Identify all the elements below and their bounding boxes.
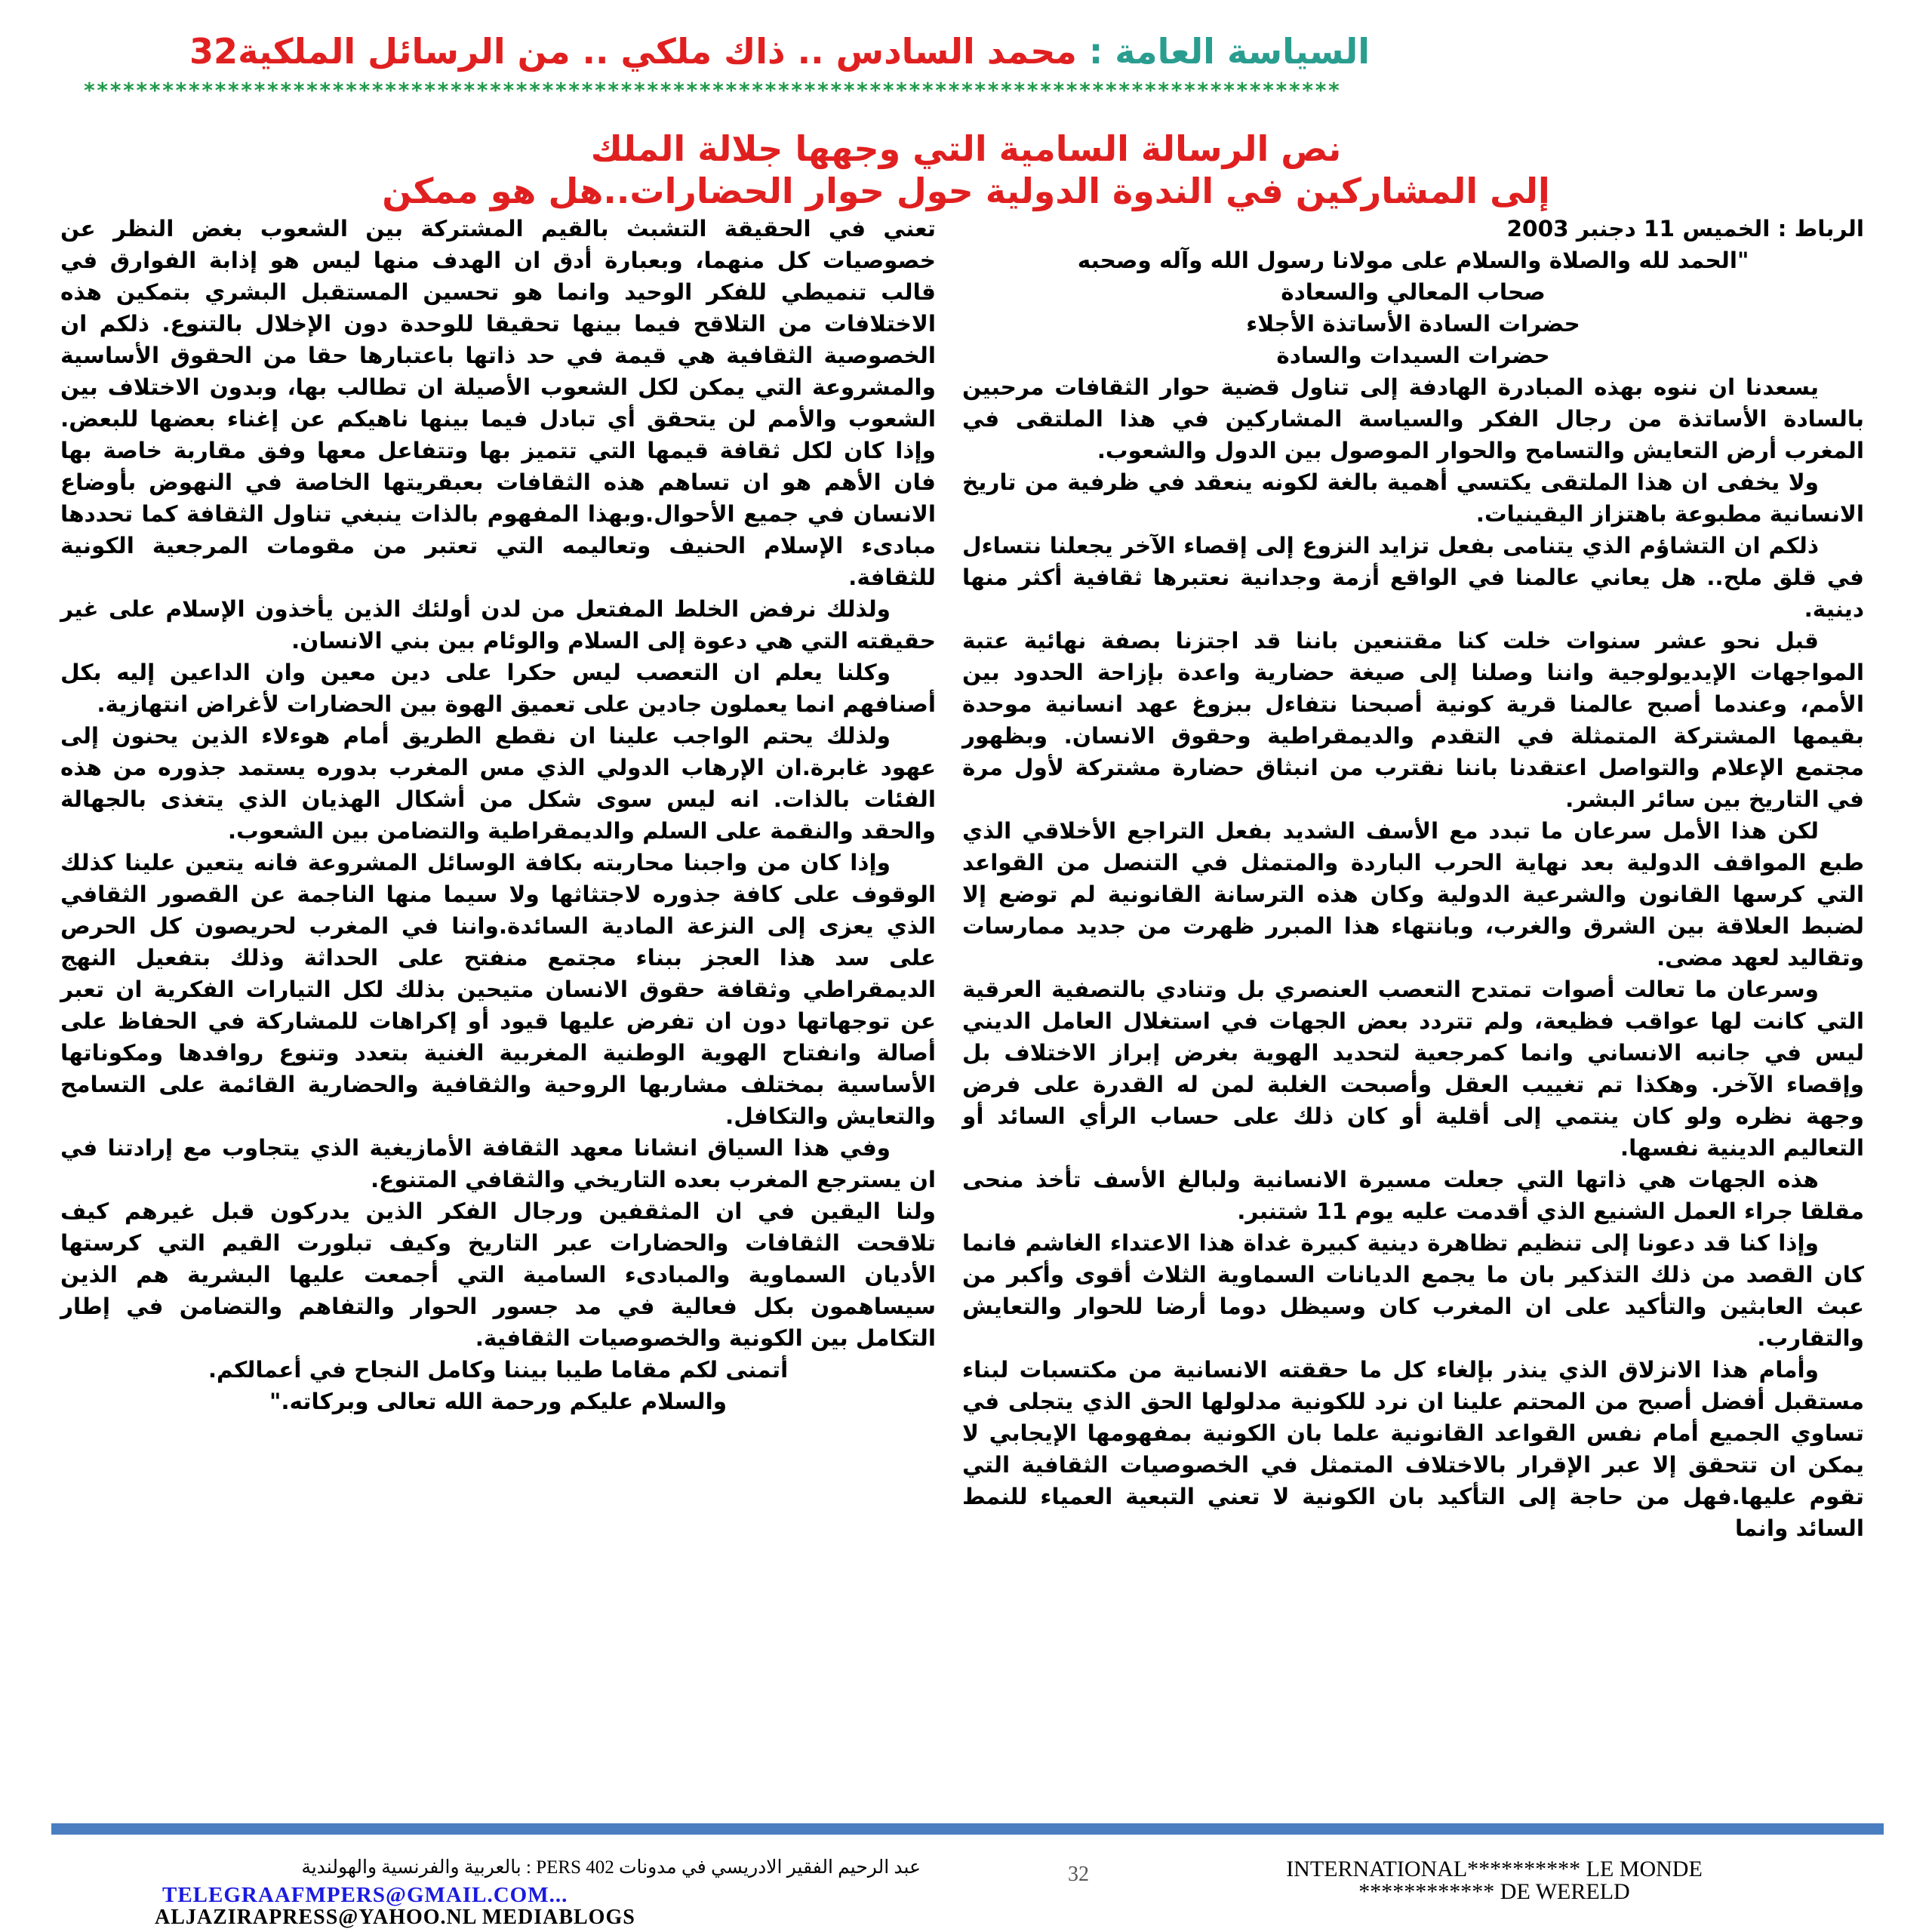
footer-email-link[interactable]: TELEGRAAFMPERS@GMAIL.COM... xyxy=(162,1883,568,1907)
article-paragraph: صحاب المعالي والسعادة xyxy=(1281,279,1546,305)
article-paragraph: وإذا كان من واجبنا محاربته بكافة الوسائل المشروعة فانه يتعين علينا كذلك الوقوف على كافة جذوره لاجتثاثها ولا سيما منها الناجمة عن القصور الثقافي الذي يعزى إلى النزعة المادية السائدة.واننا في المغرب لحريصون كل الحرص على سد هذا العجز ببناء مجتمع منفتح على الحداثة وذلك بتفعيل النهج الديمقراطي وثقافة حقوق الانسان متيحين بذلك لكل التيارات الفكرية ان تعبر عن توجهاتها دون ان تفرض عليها قيود أو إكراهات للمشاركة في الحفاظ على أصالة وانفتاح الهوية الوطنية المغربية الغنية بتعدد وتنوع روافدها ومكوناتها الأساسية بمختلف مشاربها الروحية والثقافية والحضارية القائمة على التسامح والتعايش والتكافل. xyxy=(60,850,936,1129)
header-title-text: محمد السادس .. ذاك ملكي .. من الرسائل الملكية32 xyxy=(189,31,1077,72)
header-section-label: السياسة العامة : xyxy=(1088,31,1370,72)
article-paragraph: وإذا كنا قد دعونا إلى تنظيم تظاهرة دينية كبيرة غداة هذا الاعتداء الغاشم فانما كان القصد من ذلك التذكير بان ما يجمع الديانات السماوية الثلاث أقوى وأكبر من عبث العابثين والتأكيد على ان المغرب كان وسيظل دوما أرضا للحوار والتعايش والتقارب. xyxy=(962,1230,1864,1351)
article-paragraph: وكلنا يعلم ان التعصب ليس حكرا على دين معين وان الداعين إليه بكل أصنافهم انما يعملون جادين على تعميق الهوة بين الحضارات لأغراض انتهازية. xyxy=(60,660,936,717)
article-paragraph: أتمنى لكم مقاما طيبا بيننا وكامل النجاح في أعمالكم. xyxy=(208,1357,789,1383)
article-column-left xyxy=(60,213,936,1417)
article-paragraph: يسعدنا ان ننوه بهذه المبادرة الهادفة إلى تناول قضية حوار الثقافات مرحبين بالسادة الأساتذة من رجال الفكر والسياسة المشاركين في هذا الملتقى في المغرب أرض التعايش والتسامح والحوار الموصول بين الدول والشعوب. xyxy=(962,374,1864,463)
footer-masthead xyxy=(1200,1858,1789,1903)
article-paragraph: والسلام عليكم ورحمة الله تعالى وبركاته." xyxy=(269,1389,728,1414)
footer-divider-bar xyxy=(51,1823,1884,1835)
article-paragraph: وسرعان ما تعالت أصوات تمتدح التعصب العنصري بل وتنادي بالتصفية العرقية التي كانت لها عواقب فظيعة، ولم تتردد بعض الجهات في استغلال العامل الديني ليس في جانبه الانساني وانما كمرجعية لتحديد الهوية بغرض إبراز الاختلاف بل وإقصاء الآخر. وهكذا تم تغييب العقل وأصبحت الغلبة لمن له القدرة على فرض وجهة نظره ولو كان ينتمي إلى أقلية أو كان ذلك على حساب الرأي السائد أو التعاليم الدينية نفسها. xyxy=(962,977,1864,1161)
article-paragraph: ذلكم ان التشاؤم الذي يتنامى بفعل تزايد النزوع إلى إقصاء الآخر يجعلنا نتساءل في قلق ملح.. هل يعاني عالمنا في الواقع أزمة وجدانية نعتبرها ثقافية أكثر منها دينية. xyxy=(962,533,1864,622)
article-paragraph: تعني في الحقيقة التشبث بالقيم المشتركة بين الشعوب بغض النظر عن خصوصيات كل منهما، وبعبارة أدق ان الهدف منها ليس هو إذابة الفوارق في قالب تنميطي للفكر الوحيد وانما هو تحسين المستقبل البشري بتمكين هذه الاختلافات من التلاقح فيما بينها تحقيقا للوحدة دون الإخلال بالتنوع. ذلكم ان الخصوصية الثقافية هي قيمة في حد ذاتها باعتبارها حقا من الحقوق الأساسية والمشروعة التي يمكن لكل الشعوب الأصيلة ان تطالب بها، وبدون الاختلاف بين الشعوب والأمم لن يتحقق أي تبادل فيما بينها ناهيكم عن إغناء بعضها للبعض. وإذا كان لكل ثقافة قيمها التي تتميز بها وتتفاعل معها وفق مقاربة خاصة بها فان الأهم هو ان تساهم هذه الثقافات بعبقريتها الخاصة في النهوض بأوضاع الانسان في جميع الأحوال.وبهذا المفهوم بالذات ينبغي تناول الثقافة كما تحددها مبادىء الإسلام الحنيف وتعاليمه التي تعتبر من مقومات المرجعية الكونية للثقافة. xyxy=(60,216,936,590)
article-paragraph: حضرات السادة الأساتذة الأجلاء xyxy=(1246,311,1580,337)
footer-credit-text: عبد الرحيم الفقير الادريسي في مدونات PERS 402 : بالعربية والفرنسية والهولندية xyxy=(301,1857,921,1878)
article-paragraph: لكن هذا الأمل سرعان ما تبدد مع الأسف الشديد بفعل التراجع الأخلاقي الذي طبع المواقف الدولية بعد نهاية الحرب الباردة والمتمثل في التنصل من القواعد التي كرسها القانون والشرعية الدولية وكان هذه الترسانة القانونية لم توضع إلا لضبط العلاقة بين الشرق والغرب، وبانتهاء هذا المبرر ظهرت من جديد ممارسات وتقاليد لعهد مضى. xyxy=(962,818,1864,971)
article-paragraph: وفي هذا السياق انشانا معهد الثقافة الأمازيغية الذي يتجاوب مع إرادتنا في ان يسترجع المغرب بعده التاريخي والثقافي المتنوع. xyxy=(60,1135,936,1192)
article-paragraph: ولا يخفى ان هذا الملتقى يكتسي أهمية بالغة لكونه ينعقد في ظرفية من تاريخ الانسانية مطبوعة باهتزاز اليقينيات. xyxy=(962,469,1864,527)
footer-credit xyxy=(128,1857,921,1879)
article-paragraph: قبل نحو عشر سنوات خلت كنا مقتنعين باننا قد اجتزنا بصفة نهائية عتبة المواجهات الإيديولوجية واننا وصلنا إلى صيغة حضارية واعدة بإزاحة الحدود بين الأمم، وعندما أصبح عالمنا قرية كونية أصبحنا نتفاءل ببزوغ عهد انسانية موحدة بقيمها المشتركة المتمثلة في التقدم والديمقراطية وحقوق الانسان. وبظهور مجتمع الإعلام والتواصل اعتقدنا باننا نقترب من انبثاق حضارة مشتركة لأول مرة في التاريخ بين سائر البشر. xyxy=(962,628,1864,812)
article-paragraph: حضرات السيدات والسادة xyxy=(1276,343,1550,368)
headline-line-2: إلى المشاركين في الندوة الدولية حول حوار الحضارات..هل هو ممكن xyxy=(382,171,1550,211)
article-paragraph: ولذلك نرفض الخلط المفتعل من لدن أولئك الذين يأخذون الإسلام على غير حقيقته التي هي دعوة إلى السلام والوئام بين بني الانسان. xyxy=(60,596,936,654)
footer-masthead-line-1: INTERNATIONAL********** LE MONDE xyxy=(1286,1857,1703,1881)
article-paragraph: الرباط : الخميس 11 دجنبر 2003 xyxy=(1506,216,1864,242)
page-header-title xyxy=(87,29,1370,74)
article-paragraph: وأمام هذا الانزلاق الذي ينذر بإلغاء كل ما حققته الانسانية من مكتسبات لبناء مستقبل أفضل أصبح من المحتم علينا ان نرد للكونية مدلولها الحق الذي يتجلى في تساوي الجميع أمام نفس القواعد القانونية علما بان الكونية بمفهومها الإيجابي لا يمكن ان تتحقق إلا عبر الإقرار بالاختلاف المتمثل في الخصوصيات الثقافية التي تقوم عليها.فهل من حاجة إلى التأكيد بان الكونية لا تعني التبعية العمياء للنمط السائد وانما xyxy=(962,1357,1864,1541)
article-paragraph: ولذلك يحتم الواجب علينا ان نقطع الطريق أمام هوءلاء الذين يحنون إلى عهود غابرة.ان الإرهاب الدولي الذي مس المغرب بدوره يستمد جذوره من هذه الفئات بالذات. انه ليس سوى شكل من أشكال الهذيان الذي يتغذى بالجهالة والحقد والنقمة على السلم والديمقراطية والتضامن بين الشعوب. xyxy=(60,723,936,844)
page-number: 32 xyxy=(1068,1863,1089,1886)
article-paragraph: "الحمد لله والصلاة والسلام على مولانا رسول الله وآله وصحبه xyxy=(1077,248,1749,273)
article-column-right xyxy=(962,213,1864,1544)
footer-masthead-line-2: ************ DE WERELD xyxy=(1358,1879,1630,1904)
article-paragraph: هذه الجهات هي ذاتها التي جعلت مسيرة الانسانية ولبالغ الأسف تأخذ منحى مقلقا جراء العمل الشنيع الذي أقدمت عليه يوم 11 شتنبر. xyxy=(962,1167,1864,1224)
header-star-divider: ************************************************************************************************ xyxy=(83,78,1341,103)
article-paragraph: ولنا اليقين في ان المثقفين ورجال الفكر الذين يدركون قبل غيرهم كيف تلاقحت الثقافات والحضارات عبر التاريخ وكيف تبلورت القيم التي كرستها الأديان السماوية والمبادىء السامية التي أجمعت عليها البشرية هم الذين سيساهمون بكل فعالية في مد جسور الحوار والتفاهم والتضامن في إطار التكامل بين الكونية والخصوصيات الثقافية. xyxy=(60,1198,936,1351)
footer-email-secondary: ALJAZIRAPRESS@YAHOO.NL MEDIABLOGS xyxy=(155,1906,635,1929)
headline-line-1: نص الرسالة السامية التي وجهها جلالة الملك xyxy=(590,128,1342,169)
